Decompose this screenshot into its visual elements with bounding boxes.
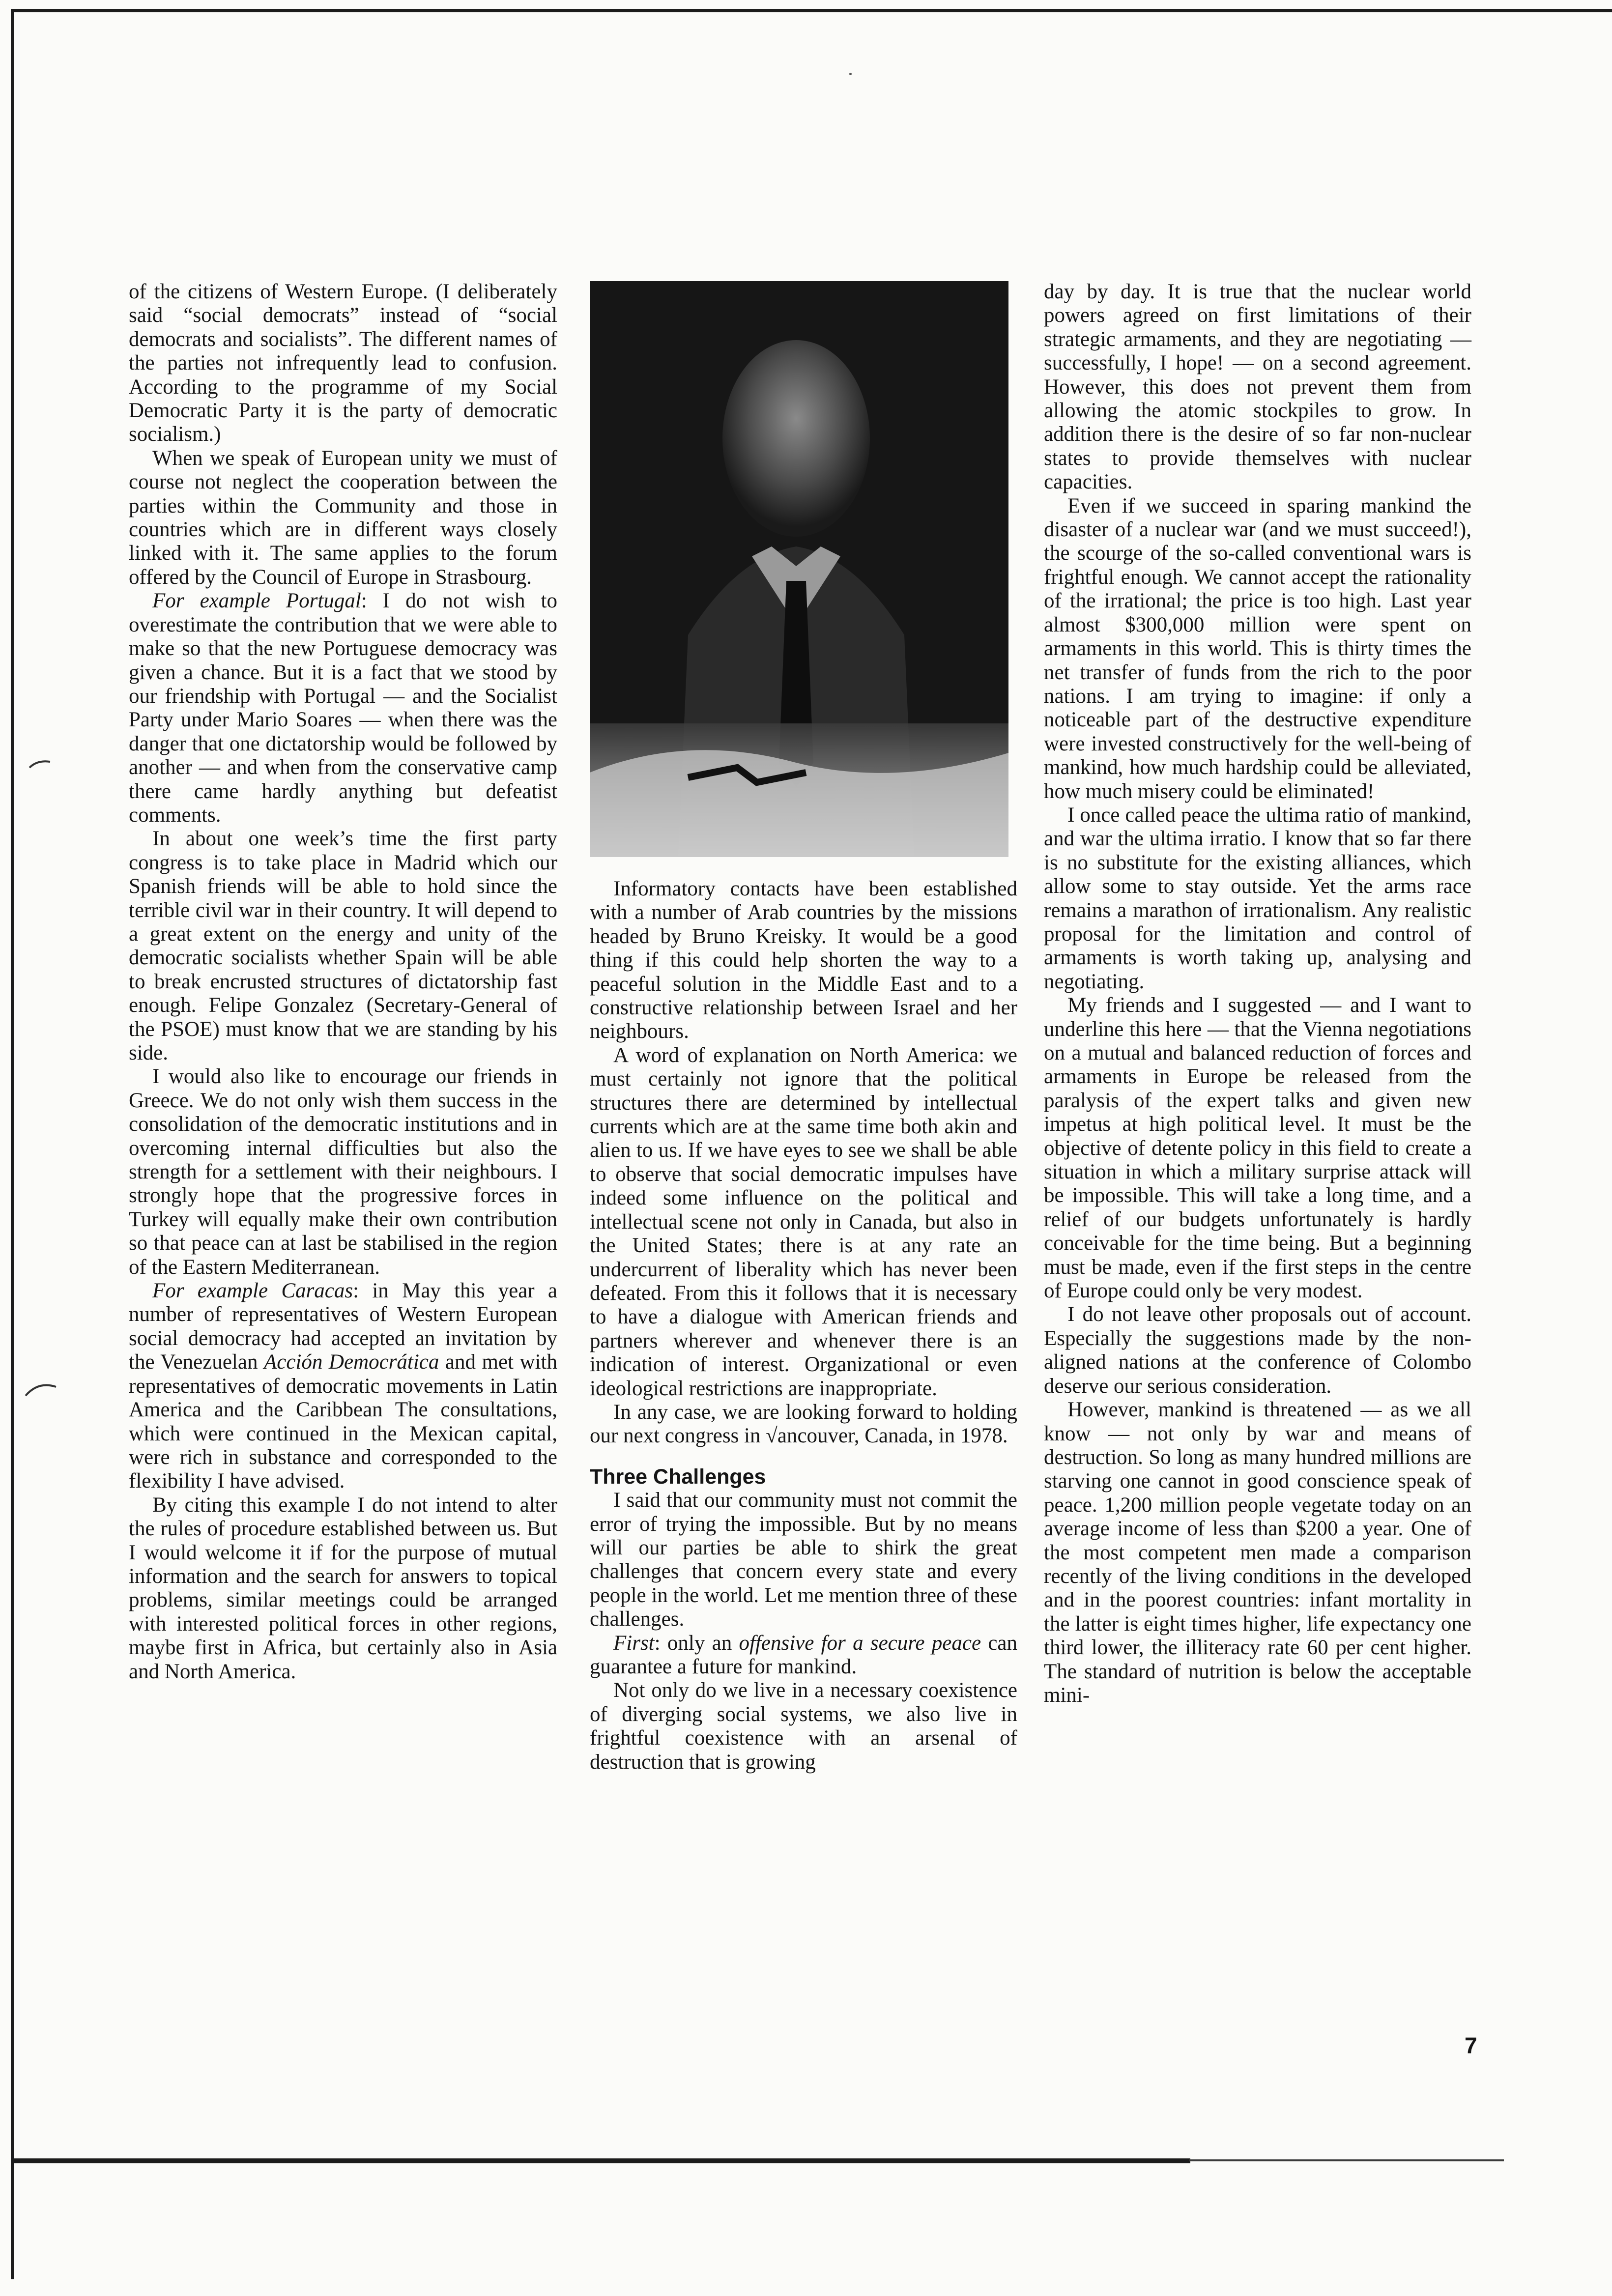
paragraph-text: : I do not wish to overestimate the contribution that we were able to make so that the new Portuguese democracy was given a chance. But it is a fact that we stood by our friendship with Portugal — and the Socialist Party under Mario Soares — when there was the danger that one dictatorship would be followed by another — and when from the conservative camp there came hardly anything but defeatist comments.	[129, 589, 557, 827]
paragraph: By citing this example I do not intend to alter the rules of procedure established between us. But I would welcome it if for the purpose of mutual information and the search for answers to topical problems, similar meetings could be arranged with interested political forces in other regions, maybe first in Africa, but certainly also in Asia and North America.	[129, 1493, 557, 1683]
portrait-photo-image	[590, 281, 1008, 857]
paragraph: of the citizens of Western Europe. (I deliberately said “social democrats” instead of “social democrats and socialists”. The different names of the parties not infrequently lead to confusion. According to the programme of my Social Democratic Party it is the party of democratic socialism.)	[129, 280, 557, 446]
paragraph	[129, 589, 557, 827]
portrait-photo	[590, 281, 1008, 857]
paragraph: I said that our community must not commit the error of trying the impossible. But by no means will our parties be able to shirk the great challenges that concern every state and every people in the world. Let me mention three of these challenges.	[590, 1489, 1017, 1631]
paragraph: I once called peace the ultima ratio of mankind, and war the ultima irratio. I know that so far there is no substitute for the existing alliances, which allow some to stay outside. Yet the arms race remains a marathon of irrationalism. Any realistic proposal for the limitation and control of armaments is worth taking up, analysing and negotiating.	[1044, 803, 1471, 993]
bottom-border-rule	[11, 2158, 1190, 2163]
paragraph: day by day. It is true that the nuclear world powers agreed on first limitations of their strategic armaments, and they are negotiating — successfully, I hope! — on a second agreement. However, this does not prevent them from allowing the atomic stockpiles to grow. In addition there is the desire of so far non-nuclear states to provide themselves with nuclear capacities.	[1044, 280, 1471, 494]
paragraph	[590, 1632, 1017, 1679]
lead-italic: First	[613, 1631, 655, 1655]
top-border-rule	[11, 9, 1612, 12]
paragraph: When we speak of European unity we must of course not neglect the cooperation between the parties within the Community and those in countries which are in different ways closely linked with it. The same applies to the forum offered by the Council of Europe in Strasbourg.	[129, 446, 557, 589]
paragraph-text: can guarantee a future for mankind.	[590, 1631, 1017, 1678]
paragraph: Informatory contacts have been established with a number of Arab countries by the missions headed by Bruno Kreisky. It would be a good thing if this could help shorten the way to a peaceful solution in the Middle East and to a constructive relationship between Israel and her neighbours.	[590, 877, 1017, 1043]
paragraph-text: : only an	[654, 1631, 739, 1655]
paragraph: However, mankind is threatened — as we all know — not only by war and means of destruction. So long as many hundred millions are starving one cannot in good conscience speak of peace. 1,200 million people vegetate today on an average income of less than $200 a year. One of the most competent men made a comparison recently of the living conditions in the developed and in the poorest countries: infant mortality in the latter is eight times higher, life expectancy one third lower, the illiteracy rate 60 per cent higher. The standard of nutrition is below the acceptable mini-	[1044, 1398, 1471, 1707]
speck	[849, 73, 852, 75]
paragraph-text: and met with representatives of democratic movements in Latin America and the Caribbean The consultations, which were continued in the Mexican capital, were rich in substance and corresponded to the flexibility I have advised.	[129, 1350, 557, 1493]
paragraph: A word of explanation on North America: we must certainly not ignore that the political structures there are determined by intellectual currents which are at the same time both akin and alien to us. If we have eyes to see we shall be able to observe that social democratic impulses have indeed some influence on the political and intellectual scene not only in Canada, but also in the United States; there is at any rate an undercurrent of liberality which has never been defeated. From this it follows that it is necessary to have a dialogue with American friends and partners wherever and whenever there is an indication of interest. Organizational or even ideological restrictions are inappropriate.	[590, 1043, 1017, 1400]
paragraph: Not only do we live in a necessary coexistence of diverging social systems, we also live in frightful coexistence with an arsenal of destruction that is growing	[590, 1679, 1017, 1774]
paragraph: In about one week’s time the first party congress is to take place in Madrid which our Spanish friends will be able to hold since the terrible civil war in their country. It will depend to a great extent on the energy and unity of the democratic socialists whether Spain will be able to break encrusted structures of dictatorship fast enough. Felipe Gonzalez (Secretary-General of the PSOE) must know that we are standing by his side.	[129, 827, 557, 1064]
margin-mark	[24, 1376, 58, 1401]
paragraph: In any case, we are looking forward to holding our next congress in √ancouver, Canada, in 1978.	[590, 1400, 1017, 1448]
column-3	[1044, 280, 1471, 1707]
section-heading: Three Challenges	[590, 1464, 766, 1489]
paragraph: I do not leave other proposals out of account. Especially the suggestions made by the non-aligned nations at the conference of Colombo deserve our serious consideration.	[1044, 1303, 1471, 1398]
lead-italic: For example Portugal	[152, 589, 361, 613]
column-1	[129, 280, 557, 1684]
lead-italic: For example Caracas	[152, 1279, 353, 1303]
paragraph	[129, 1279, 557, 1493]
paragraph: Even if we succeed in sparing mankind the disaster of a nuclear war (and we must succeed!), the scourge of the so-called conventional wars is frightful enough. We cannot accept the rationality of the irrational; the price is too high. Last year almost $300,000 million were spent on armaments in this world. This is thirty times the net transfer of funds from the rich to the poor nations. I am trying to imagine: if only a noticeable part of the destructive expenditure were invested constructively for the well-being of mankind, how much hardship could be alleviated, how much misery could be eliminated!	[1044, 494, 1471, 803]
italic-text: Acción Democrática	[263, 1350, 439, 1374]
page-number: 7	[1465, 2033, 1477, 2058]
column-2-text	[590, 877, 1017, 1774]
paragraph-text: : in May this year a number of representatives of Western European social democracy had accepted an invitation by the Venezuelan	[129, 1279, 557, 1374]
paragraph: My friends and I suggested — and I want to underline this here — that the Vienna negotiations on a mutual and balanced reduction of forces and armaments in Europe be released from the paralysis of the expert talks and given new impetus at high political level. It must be the objective of detente policy in this field to create a situation in which a military surprise attack will be impossible. This will take a long time, and a relief of our budgets unfortunately is hardly conceivable for the time being. But a beginning must be made, even if the first steps in the centre of Europe could only be very modest.	[1044, 994, 1471, 1303]
margin-mark	[28, 757, 52, 772]
left-border-rule	[11, 9, 14, 2279]
bottom-border-rule-thin	[1189, 2159, 1504, 2161]
paragraph: I would also like to encourage our friends in Greece. We do not only wish them success in the consolidation of the democratic institutions and in overcoming internal difficulties but also the strength for a settlement with their neighbours. I strongly hope that the progressive forces in Turkey will equally make their own contribution so that peace can at last be stabilised in the region of the Eastern Mediterranean.	[129, 1065, 557, 1279]
italic-text: offensive for a secure peace	[739, 1631, 981, 1655]
